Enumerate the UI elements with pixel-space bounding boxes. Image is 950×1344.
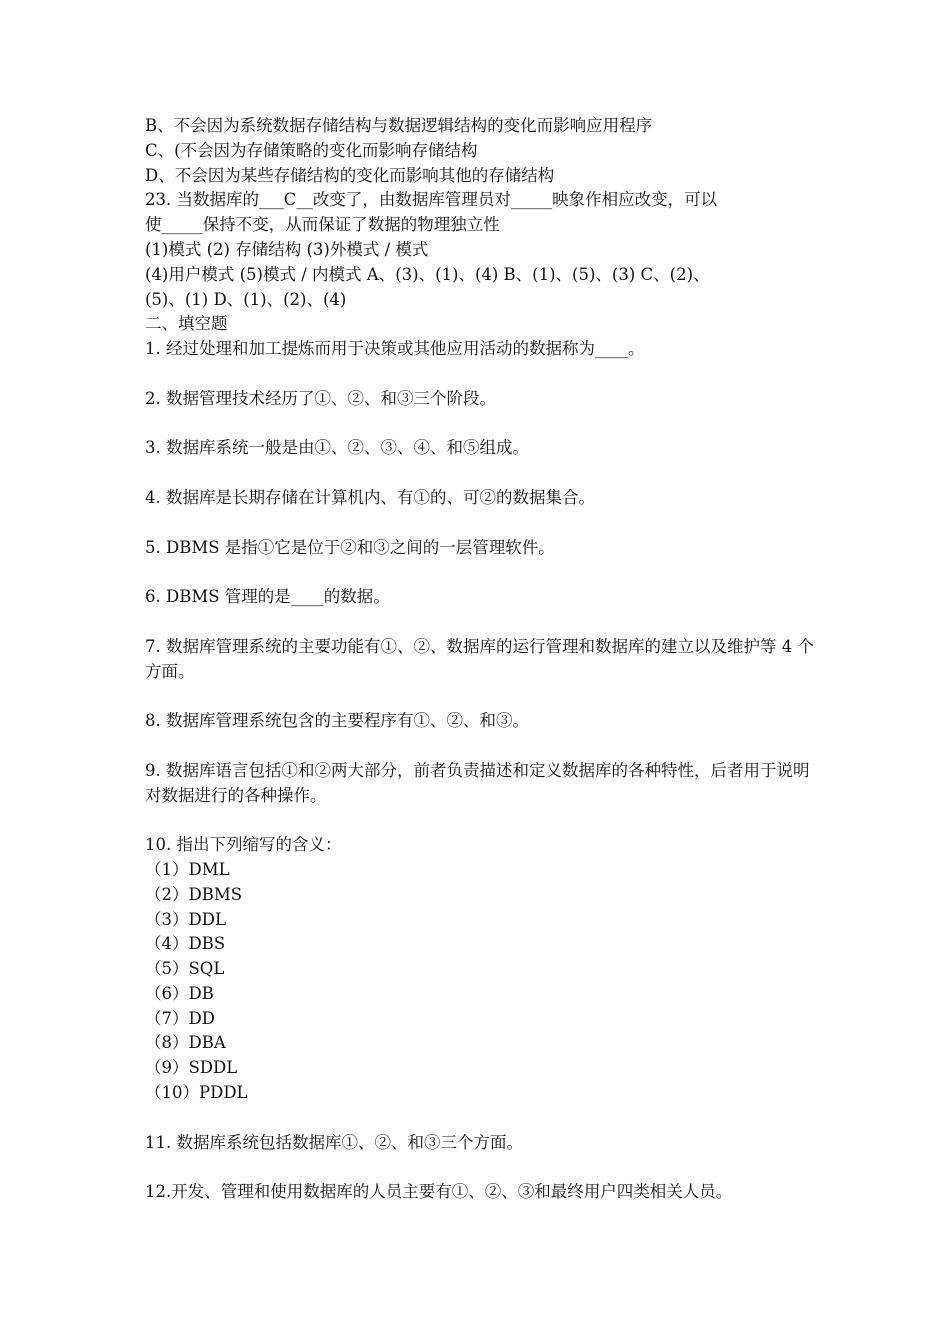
option-d: D、不会因为某些存储结构的变化而影响其他的存储结构	[145, 165, 555, 185]
abbreviation-item: （9）SDDL	[145, 1058, 238, 1078]
question-6: 6. DBMS 管理的是____的数据。	[145, 587, 390, 607]
abbreviation-item: （10）PDDL	[145, 1083, 248, 1103]
question-23-line-1: 23. 当数据库的___C__改变了，由数据库管理员对_____映象作相应改变，可以	[145, 190, 718, 210]
abbreviation-item: （6）DB	[145, 983, 214, 1003]
question-23-line-3: (1)模式 (2) 存储结构 (3)外模式 / 模式	[145, 239, 429, 259]
question-5: 5. DBMS 是指①它是位于②和③之间的一层管理软件。	[145, 537, 555, 557]
question-4: 4. 数据库是长期存储在计算机内、有①的、可②的数据集合。	[145, 487, 595, 507]
option-c: C、(不会因为存储策略的变化而影响存储结构	[145, 140, 478, 160]
question-1: 1. 经过处理和加工提炼而用于决策或其他应用活动的数据称为____。	[145, 339, 645, 359]
abbreviation-item: （3）DDL	[145, 909, 226, 929]
abbreviation-item: （7）DD	[145, 1008, 215, 1028]
option-b: B、不会因为系统数据存储结构与数据逻辑结构的变化而影响应用程序	[145, 116, 653, 135]
abbreviation-item: （1）DML	[145, 859, 230, 879]
question-11: 11. 数据库系统包括数据库①、②、和③三个方面。	[145, 1132, 523, 1152]
abbreviation-item: （2）DBMS	[145, 884, 243, 904]
abbreviation-item: （5）SQL	[145, 959, 225, 979]
abbreviation-item: （4）DBS	[145, 934, 226, 954]
question-23-line-4: (4)用户模式 (5)模式 / 内模式 A、(3)、(1)、(4) B、(1)、(5)、(3) C、(2)、	[145, 264, 710, 284]
question-7: 7. 数据库管理系统的主要功能有①、②、数据库的运行管理和数据库的建立以及维护等 4 个方面。	[145, 636, 814, 681]
abbreviation-list	[145, 858, 817, 1106]
question-9: 9. 数据库语言包括①和②两大部分，前者负责描述和定义数据库的各种特性，后者用于说明对数据进行的各种操作。	[145, 760, 810, 805]
question-23-line-5: (5)、(1) D、(1)、(2)、(4)	[145, 289, 347, 309]
question-2: 2. 数据管理技术经历了①、②、和③三个阶段。	[145, 388, 496, 408]
document-page	[145, 114, 817, 1205]
question-23-line-2: 使_____保持不变，从而保证了数据的物理独立性	[145, 215, 500, 235]
question-8: 8. 数据库管理系统包含的主要程序有①、②、和③。	[145, 711, 529, 731]
question-12: 12.开发、管理和使用数据库的人员主要有①、②、③和最终用户四类相关人员。	[145, 1182, 733, 1202]
question-3: 3. 数据库系统一般是由①、②、③、④、和⑤组成。	[145, 438, 529, 458]
section-title: 二、填空题	[145, 314, 228, 334]
abbreviation-item: （8）DBA	[145, 1033, 226, 1053]
question-10-title: 10. 指出下列缩写的含义：	[145, 835, 342, 855]
